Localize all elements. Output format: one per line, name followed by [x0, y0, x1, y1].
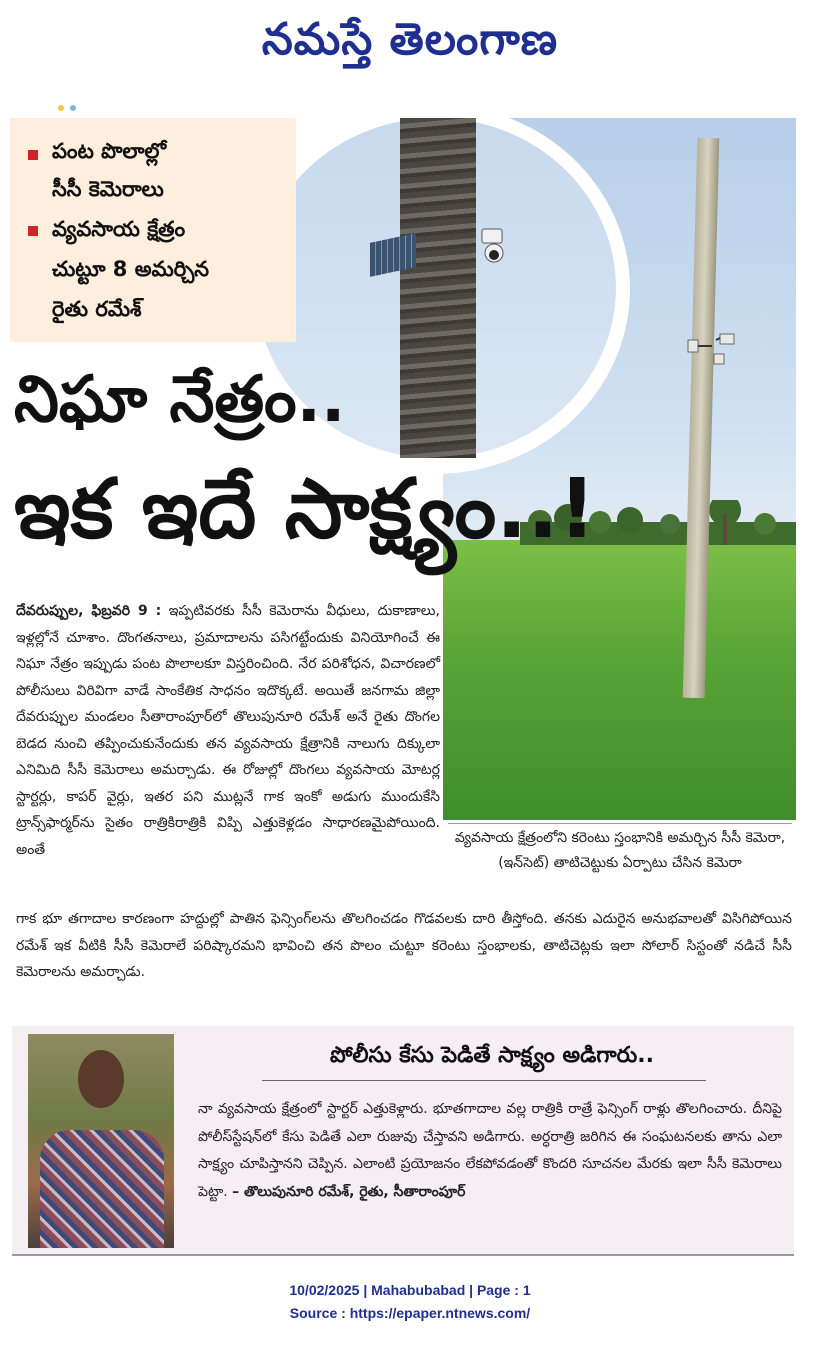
masthead-title: నమస్తే తెలంగాణ — [261, 14, 559, 65]
headline-line-2: ఇక ఇదే సాక్ష్యం..! — [14, 462, 596, 557]
highlight-1-line1: పంట పొలాల్లో — [52, 139, 167, 163]
palm-cctv-camera-icon — [478, 225, 508, 265]
quote-box-title: పోలీసు కేసు పెడితే సాక్ష్యం అడిగారు.. — [329, 1043, 655, 1068]
edition-info: 10/02/2025 | Mahabubabad | Page : 1 — [289, 1282, 531, 1298]
article-body-full: గాక భూ తగాదాల కారణంగా హద్దుల్లో పాతిన ఫెన్సింగ్‌లను తొలగించడం గొడవలకు దారి తీస్తోంది. తనకు ఎదురైన అనుభవాలతో విసిగిపోయిన రమేశ్ ఇక వీటికి సీసీ కెమెరాలే పరిష్కారమని భావించి తన పొలం చుట్టూ కరెంటు స్తంభాలకు, తాటిచెట్లకు ఇలా సోలార్ సిస్టంతో నడిచే సీసీ కెమెరాలను అమర్చాడు. — [16, 911, 792, 980]
highlight-2-line1: వ్యవసాయ క్షేత్రం — [52, 217, 186, 241]
quote-attribution: – తొలుపునూరి రమేశ్, రైతు, సీతారాంపూర్ — [232, 1183, 466, 1200]
source-link[interactable]: Source : https://epaper.ntnews.com/ — [289, 1305, 531, 1321]
pole-cctv-camera-icon — [684, 322, 744, 372]
masthead — [0, 0, 820, 80]
article-paragraph-column: ఇప్పటివరకు సీసీ కెమెరాను వీధులు, దుకాణాలు, ఇళ్లల్లోనే చూశాం. దొంగతనాలు, ప్రమాదాలను పసిగట్టేందుకు వినియోగించే ఈ నిఘా నేత్రం ఇప్పుడు పంట పొలాలకూ విస్తరించింది. నేర పరిశోధన, విచారణలో పోలీసులు విరివిగా వాడే సాంకేతిక సాధనం ఇదొక్కటే. అయితే జనగామ జిల్లా దేవరుప్పుల మండలం సీతారాంపూర్‌లో తొలుపునూరి రమేశ్ అనే రైతు దొంగల బెడద నుంచి తప్పించుకునేందుకు తన వ్యవసాయ క్షేత్రానికి నాలుగు దిక్కులా ఎనిమిది సీసీ కెమెరాలు అమర్చాడు. ఈ రోజుల్లో దొంగలు వ్యవసాయ మోటర్ల స్టార్టర్లు, కాపర్ వైర్లు, ఇతర పని ముట్లనే గాక ఇంకో అడుగు ముందుకేసి ట్రాన్స్‌ఫార్మర్‌ను సైతం రాత్రికిరాత్రికి విప్పి ఎత్తుకెళ్లడం సాధారణమైపోయింది. అంతే — [16, 603, 440, 858]
dateline: దేవరుప్పుల, ఫిబ్రవరి 9 : — [16, 603, 162, 619]
farmer-shirt-image — [40, 1130, 164, 1248]
farmer-quote — [198, 1096, 782, 1206]
quote-text: నా వ్యవసాయ క్షేత్రంలో స్టార్టర్ ఎత్తుకెళ్లారు. భూతగాదాల వల్ల రాత్రికి రాత్రే ఫెన్సింగ్ రాళ్లు తొలగించారు. దీనిపై పోలీస్‌స్టేషన్‌లో కేసు పెడితే ఎలా రుజువు చేస్తావని అడిగారు. అర్ధరాత్రి జరిగిన ఈ సంఘటనలకు తాను ఎలా సాక్ష్యం చూపిస్తానని చెప్పిన. ఎలాంటి ప్రయోజనం లేకపోవడంతో కొందరి సూచనల మేరకు ఇలా సీసీ కెమెరాలు పెట్టా. — [198, 1101, 782, 1200]
highlight-2-line3: రైతు రమేశ్ — [52, 297, 142, 321]
headline-line-1: నిఘా నేత్రం.. — [14, 363, 346, 437]
highlight-2-line2: చుట్టూ 8 అమర్చిన — [52, 257, 210, 281]
caption-divider — [448, 823, 792, 824]
paddy-field-photo — [443, 540, 796, 820]
palm-trunk-image — [400, 118, 476, 458]
highlights-box — [10, 118, 296, 342]
bullet-marker — [28, 226, 38, 236]
decorative-dots — [58, 96, 108, 106]
highlight-1-line2: సీసీ కెమెరాలు — [52, 177, 164, 201]
article-body-column — [16, 598, 440, 863]
bullet-marker — [28, 150, 38, 160]
photo-caption: వ్యవసాయ క్షేత్రంలోని కరెంటు స్తంభానికి అమర్చిన సీసీ కెమెరా, (ఇన్‌సెట్) తాటిచెట్టుకు ఏర్పాటు చేసిన కెమెరా — [454, 830, 786, 871]
quote-title-underline — [262, 1080, 706, 1081]
farmer-face-image — [78, 1050, 124, 1108]
